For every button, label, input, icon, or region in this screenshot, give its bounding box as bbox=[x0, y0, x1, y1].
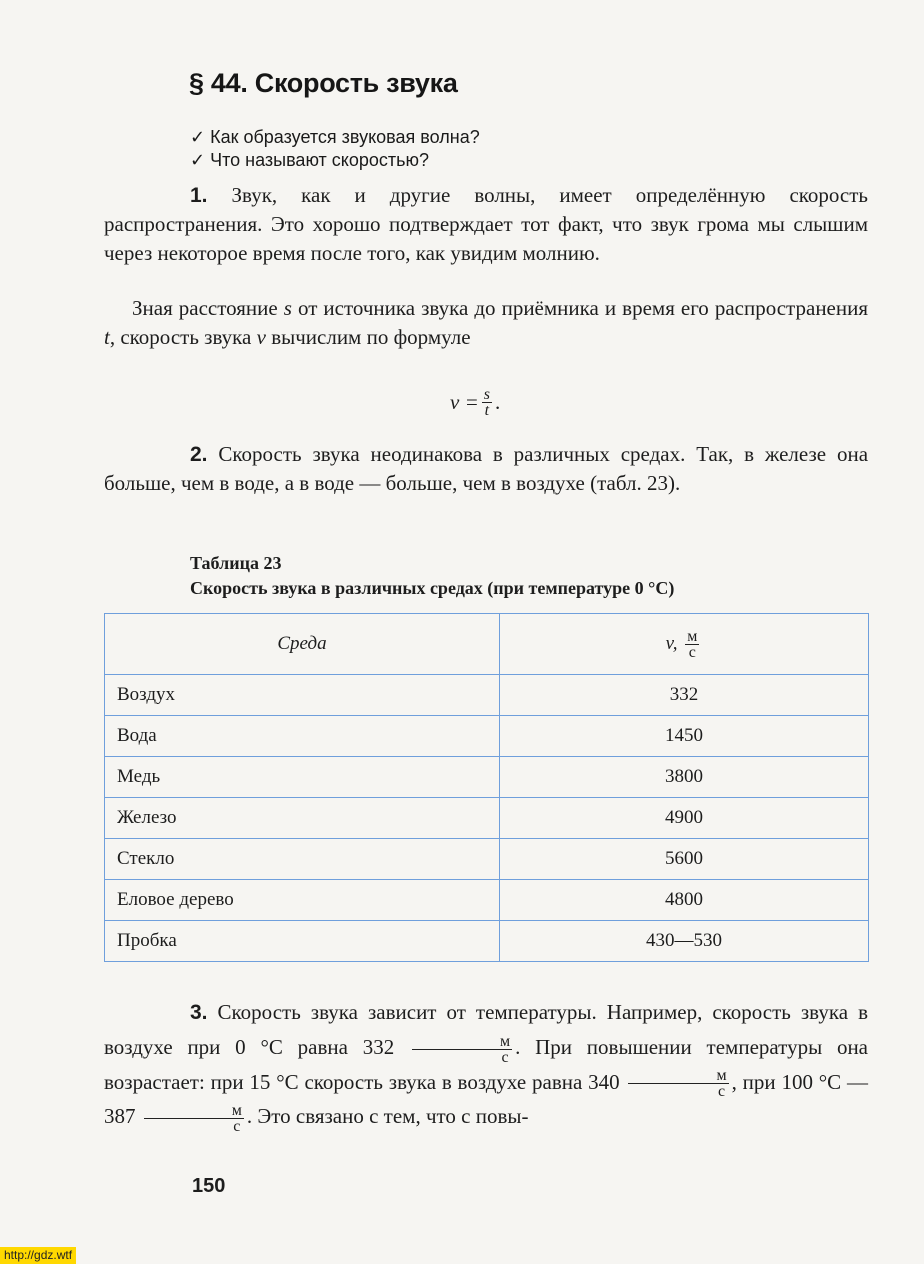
cell-speed: 1450 bbox=[500, 716, 869, 757]
formula-denominator: t bbox=[484, 402, 490, 419]
unit-denominator: с bbox=[717, 1083, 726, 1101]
table-caption: Скорость звука в различных средах (при температуре 0 °С) bbox=[190, 578, 675, 598]
unit-numerator: м bbox=[628, 1068, 728, 1084]
cell-speed: 5600 bbox=[500, 839, 869, 880]
header-speed bbox=[500, 614, 869, 675]
table-header-row bbox=[105, 614, 869, 675]
question-item: ✓ Что называют скоростью? bbox=[190, 150, 430, 170]
unit-denominator: с bbox=[233, 1118, 241, 1136]
paragraph-text: Зная расстояние bbox=[132, 296, 278, 320]
variable-s: s bbox=[283, 296, 292, 320]
paragraph-text: , при 100 °С — 387 bbox=[104, 1069, 869, 1129]
table-row bbox=[105, 716, 869, 757]
paragraph-1 bbox=[104, 181, 868, 268]
table-row bbox=[105, 757, 869, 798]
header-speed-label: v, bbox=[665, 632, 678, 654]
paragraph-text: от источника звука до приёмника и время его распространения bbox=[297, 296, 869, 320]
paragraph-number: 2. bbox=[190, 443, 208, 466]
unit-fraction bbox=[628, 1068, 728, 1099]
unit-numerator: м bbox=[687, 627, 698, 645]
variable-v: v bbox=[256, 325, 266, 349]
paragraph-2 bbox=[104, 294, 868, 352]
formula-fraction bbox=[482, 387, 492, 418]
unit-denominator: с bbox=[688, 643, 696, 661]
watermark-link[interactable]: http://gdz.wtf bbox=[0, 1247, 76, 1264]
paragraph-number: 3. bbox=[190, 1001, 208, 1024]
table-row bbox=[105, 921, 869, 962]
paragraph-text: Скорость звука зависит от температуры. Например, скорость звука в воздухе при 0 °С равна 332 bbox=[104, 1000, 869, 1059]
formula-end: . bbox=[494, 390, 501, 414]
unit-fraction bbox=[412, 1034, 512, 1065]
review-questions bbox=[190, 126, 480, 172]
paragraph-text: . При повышении температуры она возрастает: при 15 °С скорость звука в воздухе равна 340 bbox=[104, 1035, 868, 1094]
variable-t: t bbox=[104, 325, 110, 349]
table-label-block bbox=[190, 551, 674, 601]
table-row bbox=[105, 798, 869, 839]
paragraph-text: , скорость звука bbox=[109, 325, 252, 349]
paragraph-text: вычислим по формуле bbox=[271, 325, 471, 349]
cell-speed: 4800 bbox=[500, 880, 869, 921]
unit-denominator: с bbox=[501, 1048, 509, 1066]
header-unit bbox=[685, 629, 699, 660]
table-row bbox=[105, 839, 869, 880]
question-item: ✓ Как образуется звуковая волна? bbox=[190, 127, 480, 147]
paragraph-4 bbox=[104, 995, 868, 1134]
cell-medium: Железо bbox=[105, 798, 500, 839]
cell-speed: 3800 bbox=[500, 757, 869, 798]
cell-speed: 430—530 bbox=[500, 921, 869, 962]
cell-medium: Вода bbox=[105, 716, 500, 757]
formula-numerator: s bbox=[483, 386, 490, 403]
cell-speed: 332 bbox=[500, 675, 869, 716]
paragraph-text: Звук, как и другие волны, имеет определённую скорость распространения. Это хорошо подтверждает тот факт, что звук грома мы слышим через некоторое время после того, как увидим молнию. bbox=[104, 183, 869, 265]
page-number: 150 bbox=[192, 1175, 226, 1197]
speed-formula bbox=[450, 387, 500, 418]
unit-numerator: м bbox=[412, 1034, 512, 1050]
paragraph-text: Скорость звука неодинакова в различных средах. Так, в железе она больше, чем в воде, а в воде — больше, чем в воздухе (табл. 23). bbox=[104, 442, 869, 495]
cell-medium: Стекло bbox=[105, 839, 500, 880]
cell-medium: Медь bbox=[105, 757, 500, 798]
cell-medium: Воздух bbox=[105, 675, 500, 716]
unit-numerator: м bbox=[144, 1103, 244, 1119]
paragraph-3 bbox=[104, 440, 868, 498]
table-label: Таблица 23 bbox=[190, 553, 282, 573]
header-medium-label: Среда bbox=[277, 633, 327, 654]
unit-fraction bbox=[144, 1103, 244, 1134]
cell-speed: 4900 bbox=[500, 798, 869, 839]
header-medium bbox=[105, 614, 500, 675]
cell-medium: Еловое дерево bbox=[105, 880, 500, 921]
table-row bbox=[105, 880, 869, 921]
paragraph-number: 1. bbox=[190, 184, 208, 207]
table-row bbox=[105, 675, 869, 716]
sound-speed-table bbox=[104, 613, 869, 962]
paragraph-text: . Это связано с тем, что с повы- bbox=[246, 1104, 529, 1129]
cell-medium: Пробка bbox=[105, 921, 500, 962]
formula-lhs: v = bbox=[450, 390, 479, 414]
section-title: § 44. Скорость звука bbox=[189, 68, 458, 98]
